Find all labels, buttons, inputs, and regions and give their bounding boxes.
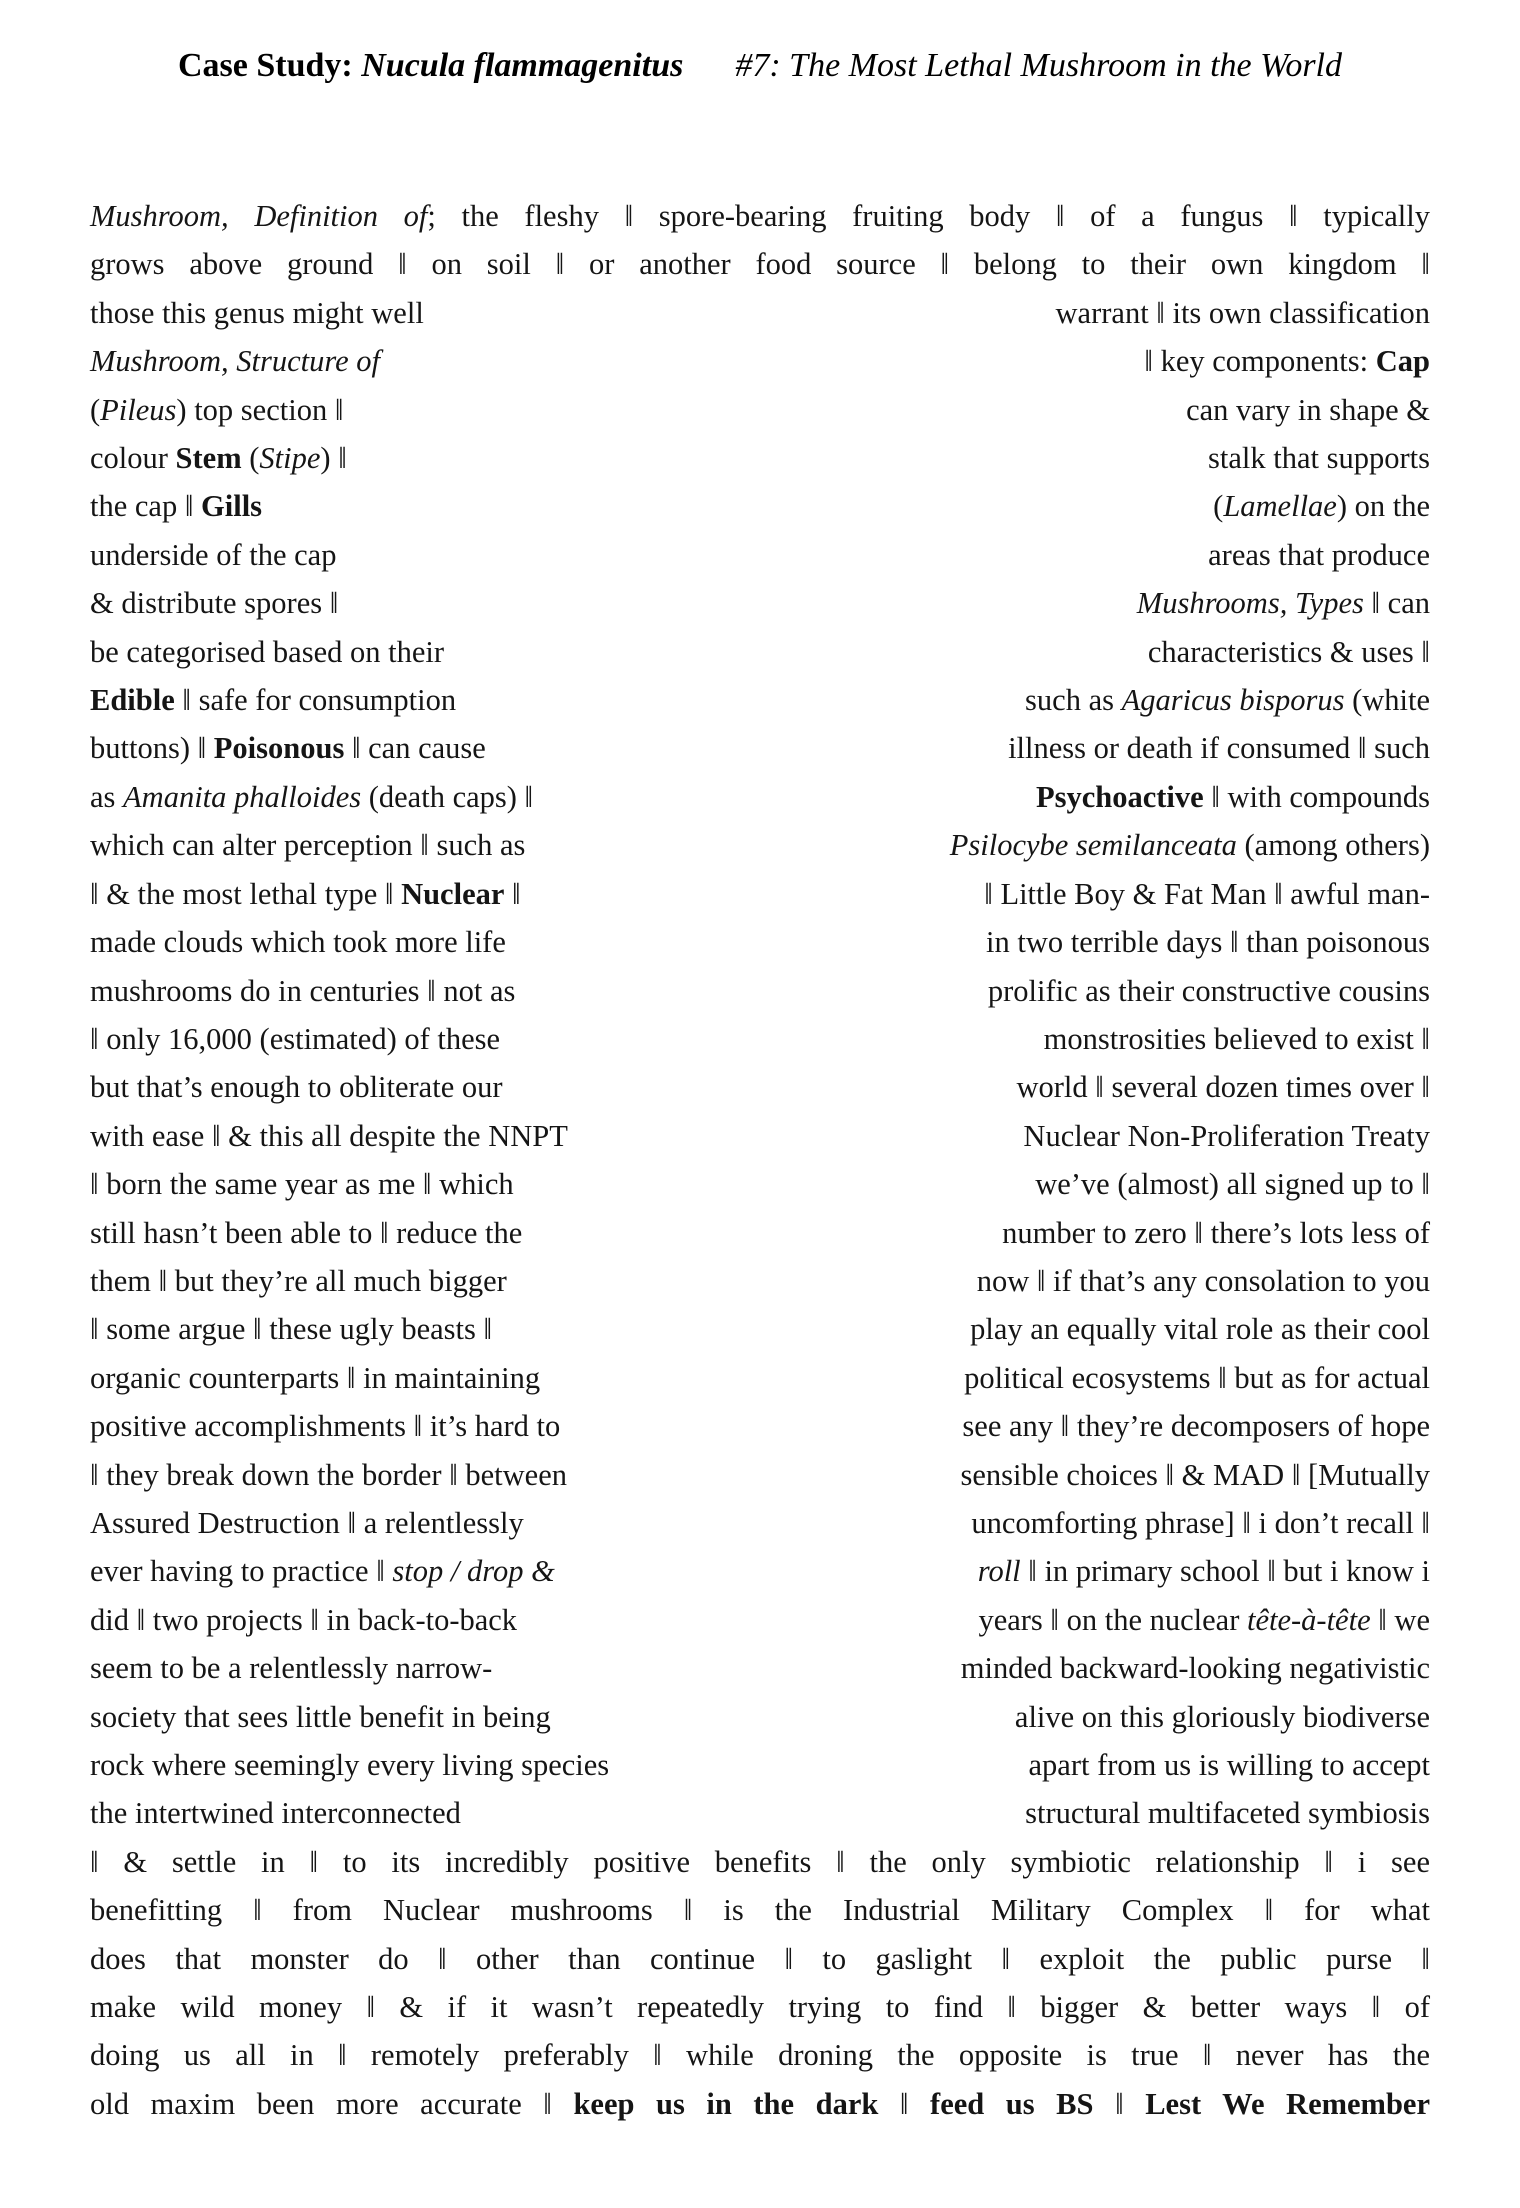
text-segment: (death caps) ‖ (361, 779, 534, 814)
text-segment: benefitting ‖ from Nuclear mushrooms ‖ is the Industrial Military Complex ‖ for what (90, 1893, 1430, 1928)
text-segment: those this genus might well (90, 295, 424, 330)
line-left-part (90, 1693, 551, 1741)
text-line (90, 1935, 1430, 1983)
text-line (90, 1693, 1430, 1741)
text-line (90, 386, 1430, 434)
text-segment: Nuclear (401, 876, 505, 911)
line-left-part (90, 1789, 461, 1837)
line-left-part (90, 1402, 560, 1450)
text-segment: ‖ safe for consumption (174, 683, 457, 718)
text-segment: seem to be a relentlessly narrow- (90, 1651, 493, 1686)
text-line (90, 434, 1430, 482)
text-segment: ‖ with compounds (1203, 779, 1430, 814)
line-right-part (950, 821, 1430, 869)
text-segment: colour (90, 441, 176, 476)
line-right-part (1025, 1789, 1430, 1837)
text-segment: years ‖ on the nuclear (978, 1602, 1247, 1637)
text-segment: stop / drop & (392, 1554, 555, 1589)
text-segment: still hasn’t been able to ‖ reduce the (90, 1215, 523, 1250)
text-segment: feed us BS (930, 2086, 1094, 2121)
text-segment: minded backward-looking negativistic (960, 1651, 1430, 1686)
text-segment: grows above ground ‖ on soil ‖ or another food source ‖ belong to their own kingdom ‖ (90, 247, 1430, 282)
text-segment: keep us in the dark (573, 2086, 879, 2121)
text-segment: can vary in shape & (1186, 392, 1430, 427)
line-left-part (90, 1451, 567, 1499)
text-segment: but that’s enough to obliterate our (90, 1070, 503, 1105)
text-segment: ‖ can cause (344, 731, 486, 766)
line-left-part (90, 676, 456, 724)
text-segment: Pileus (100, 392, 177, 427)
line-right-part (984, 870, 1430, 918)
title-species-name: Nucula flammagenitus (361, 47, 684, 84)
text-segment: Mushroom, Definition of (90, 199, 428, 233)
line-left-part (90, 1741, 609, 1789)
text-segment: doing us all in ‖ remotely preferably ‖ while droning the opposite is true ‖ never has the (90, 2038, 1430, 2073)
text-segment: areas that produce (1208, 537, 1430, 572)
text-line (90, 1838, 1430, 1886)
text-segment: ‖ & the most lethal type ‖ (90, 876, 402, 911)
text-segment: in two terrible days ‖ than poisonous (986, 925, 1430, 960)
text-line (90, 1741, 1430, 1789)
text-line (90, 531, 1430, 579)
text-line (90, 1354, 1430, 1402)
text-segment: organic counterparts ‖ in maintaining (90, 1360, 541, 1395)
text-line (90, 289, 1430, 337)
text-segment: make wild money ‖ & if it wasn’t repeatedly trying to find ‖ bigger & better ways ‖ of (90, 1990, 1430, 2025)
line-right-part (1002, 1209, 1430, 1257)
text-segment: monstrosities believed to exist ‖ (1043, 1021, 1430, 1056)
line-right-part (964, 1354, 1430, 1402)
text-segment: ; the fleshy ‖ spore-bearing fruiting body ‖ of a fungus ‖ typically (427, 199, 1430, 233)
text-line (90, 337, 1430, 385)
line-left-part (90, 1596, 517, 1644)
text-segment: number to zero ‖ there’s lots less of (1002, 1215, 1430, 1250)
text-segment: ‖ (504, 876, 521, 911)
line-left-part (90, 1644, 492, 1692)
line-right-part (1029, 1741, 1430, 1789)
text-line (90, 967, 1430, 1015)
text-line (90, 240, 1430, 288)
line-right-part (1008, 724, 1430, 772)
text-segment: tête-à-tête (1247, 1602, 1371, 1637)
text-segment: prolific as their constructive cousins (987, 973, 1430, 1008)
line-left-part (90, 1305, 492, 1353)
line-right-part (1036, 773, 1430, 821)
line-right-part (978, 1547, 1430, 1595)
text-line (90, 1305, 1430, 1353)
text-segment: made clouds which took more life (90, 925, 506, 960)
text-segment: Stem (175, 441, 242, 476)
line-left-part (90, 1063, 503, 1111)
text-segment: see any ‖ they’re decomposers of hope (962, 1409, 1430, 1444)
text-segment: Cap (1375, 344, 1430, 379)
line-left-part (90, 579, 338, 627)
text-segment: society that sees little benefit in being (90, 1699, 551, 1734)
line-right-part (1035, 1160, 1430, 1208)
text-segment: rock where seemingly every living species (90, 1748, 610, 1782)
text-segment: ‖ (878, 2086, 931, 2121)
line-right-part (1148, 628, 1430, 676)
line-right-part (1025, 676, 1430, 724)
text-segment: stalk that supports (1208, 441, 1430, 476)
text-segment: underside of the cap (90, 537, 337, 572)
text-segment: characteristics & uses ‖ (1147, 634, 1430, 669)
line-left-part (90, 386, 343, 434)
line-right-part (977, 1257, 1430, 1305)
line-right-part (1023, 1112, 1430, 1160)
text-segment: ) on the (1336, 489, 1430, 524)
text-line (90, 1547, 1430, 1595)
text-segment: Psychoactive (1035, 779, 1204, 814)
line-left-part (90, 531, 336, 579)
text-line (90, 918, 1430, 966)
line-right-part (1208, 434, 1430, 482)
line-right-part (1137, 579, 1430, 627)
line-left-part (90, 1112, 568, 1160)
text-line (90, 1209, 1430, 1257)
text-segment: uncomforting phrase] ‖ i don’t recall ‖ (971, 1505, 1430, 1540)
text-segment: ‖ & settle in ‖ to its incredibly positive benefits ‖ the only symbiotic relationship ‖ i see (90, 1844, 1430, 1879)
text-segment: play an equally vital role as their cool (970, 1312, 1430, 1347)
line-right-part (1044, 1015, 1430, 1063)
text-segment: Nuclear Non-Proliferation Treaty (1023, 1118, 1430, 1153)
line-right-part (978, 1596, 1430, 1644)
text-segment: Amanita phalloides (123, 779, 362, 814)
line-left-part (90, 870, 521, 918)
text-segment: does that monster do ‖ other than continue ‖ to gaslight ‖ exploit the public purse ‖ (90, 1941, 1430, 1976)
text-segment: ‖ (1093, 2086, 1146, 2121)
text-segment: we’ve (almost) all signed up to ‖ (1035, 1167, 1430, 1202)
text-line (90, 1112, 1430, 1160)
text-segment: ( (1213, 489, 1224, 524)
text-line (90, 1063, 1430, 1111)
text-segment: mushrooms do in centuries ‖ not as (90, 973, 516, 1008)
page-title (90, 46, 1430, 86)
text-segment: the intertwined interconnected (90, 1796, 461, 1831)
text-line (90, 579, 1430, 627)
text-line (90, 482, 1430, 530)
text-line (90, 821, 1430, 869)
line-left-part (90, 337, 380, 385)
text-segment: Assured Destruction ‖ a relentlessly (90, 1505, 524, 1540)
line-right-part (961, 1451, 1430, 1499)
text-line (90, 192, 1430, 240)
text-line (90, 1402, 1430, 1450)
text-line (90, 2080, 1430, 2128)
text-line (90, 1499, 1430, 1547)
text-segment: ‖ key components: (1144, 344, 1376, 379)
line-right-part (1056, 289, 1430, 337)
line-left-part (90, 918, 506, 966)
text-segment: ) ‖ (320, 441, 347, 476)
line-left-part (90, 821, 525, 869)
text-segment: now ‖ if that’s any consolation to you (976, 1263, 1430, 1298)
text-segment: ‖ we (1370, 1602, 1430, 1637)
text-line (90, 1015, 1430, 1063)
text-segment: world ‖ several dozen times over ‖ (1016, 1070, 1430, 1105)
text-segment: be categorised based on their (90, 634, 444, 669)
text-segment: structural multifaceted symbiosis (1025, 1796, 1430, 1831)
text-line (90, 676, 1430, 724)
line-right-part (1208, 531, 1430, 579)
line-right-part (1015, 1693, 1430, 1741)
line-right-part (1213, 482, 1430, 530)
text-line (90, 1789, 1430, 1837)
line-right-part (970, 1305, 1430, 1353)
line-left-part (90, 1209, 522, 1257)
text-segment: alive on this gloriously biodiverse (1014, 1699, 1430, 1734)
line-left-part (90, 434, 347, 482)
text-segment: Lest We Remember (1145, 2086, 1430, 2121)
text-line (90, 1983, 1430, 2031)
text-segment: with ease ‖ & this all despite the NNPT (90, 1118, 568, 1153)
title-issue-subtitle: #7: The Most Lethal Mushroom in the World (735, 47, 1342, 84)
text-segment: Psilocybe semilanceata (949, 828, 1237, 863)
text-segment: such as (1025, 683, 1122, 718)
line-left-part (90, 628, 444, 676)
text-segment: ( (241, 441, 260, 476)
line-left-part (90, 1015, 500, 1063)
text-segment: as (90, 779, 124, 814)
text-line (90, 870, 1430, 918)
line-left-part (90, 482, 262, 530)
text-segment: Edible (90, 683, 175, 718)
line-right-part (988, 967, 1430, 1015)
text-line (90, 773, 1430, 821)
text-line (90, 2031, 1430, 2079)
text-line (90, 1596, 1430, 1644)
line-right-part (961, 1644, 1430, 1692)
text-segment: did ‖ two projects ‖ in back-to-back (90, 1602, 518, 1637)
text-segment: political ecosystems ‖ but as for actual (964, 1360, 1430, 1395)
text-segment: ever having to practice ‖ (90, 1554, 393, 1589)
text-segment: illness or death if consumed ‖ such (1008, 731, 1430, 766)
text-line (90, 724, 1430, 772)
text-segment: Mushrooms, Types (1136, 586, 1364, 621)
text-segment: Poisonous (213, 731, 345, 766)
text-segment: Agaricus bisporus (1121, 683, 1345, 718)
text-line (90, 1257, 1430, 1305)
line-left-part (90, 967, 515, 1015)
text-line (90, 628, 1430, 676)
text-segment: Lamellae (1223, 489, 1337, 524)
line-left-part (90, 1257, 507, 1305)
text-segment: ‖ they break down the border ‖ between (90, 1457, 567, 1492)
line-right-part (986, 918, 1430, 966)
line-left-part (90, 1499, 524, 1547)
text-segment: warrant ‖ its own classification (1055, 295, 1430, 330)
line-right-part (962, 1402, 1430, 1450)
text-segment: ‖ only 16,000 (estimated) of these (90, 1021, 501, 1056)
text-segment: ‖ in primary school ‖ but i know i (1020, 1554, 1430, 1589)
text-segment: ‖ Little Boy & Fat Man ‖ awful man- (984, 876, 1430, 911)
text-segment: sensible choices ‖ & MAD ‖ [Mutually (960, 1457, 1430, 1492)
text-segment: buttons) ‖ (90, 731, 214, 766)
text-segment: ‖ some argue ‖ these ugly beasts ‖ (90, 1312, 493, 1347)
text-segment: Gills (201, 489, 263, 524)
text-segment: & distribute spores ‖ (90, 586, 339, 621)
line-left-part (90, 1354, 540, 1402)
line-left-part (90, 289, 424, 337)
line-right-part (1017, 1063, 1431, 1111)
title-case-study-label: Case Study: (177, 47, 362, 84)
line-left-part (90, 1547, 555, 1595)
text-segment: them ‖ but they’re all much bigger (90, 1263, 507, 1298)
title-case-study (178, 46, 683, 86)
text-segment: Stipe (259, 441, 321, 476)
line-right-part (1144, 337, 1430, 385)
text-line (90, 1451, 1430, 1499)
line-left-part (90, 724, 486, 772)
text-segment: (among others) (1236, 828, 1430, 863)
line-right-part (1186, 386, 1430, 434)
text-line (90, 1886, 1430, 1934)
text-segment: ( (90, 392, 101, 427)
text-segment: which can alter perception ‖ such as (90, 828, 526, 863)
line-right-part (971, 1499, 1430, 1547)
text-lines (90, 192, 1430, 2128)
text-segment: ) top section ‖ (176, 392, 344, 427)
text-segment: ‖ born the same year as me ‖ which (90, 1167, 514, 1202)
text-line (90, 1160, 1430, 1208)
text-segment: ‖ can (1363, 586, 1430, 621)
text-segment: (white (1344, 683, 1430, 718)
text-segment: Mushroom, Structure of (90, 344, 381, 379)
text-segment: roll (977, 1554, 1021, 1589)
text-segment: the cap ‖ (90, 489, 202, 524)
line-left-part (90, 1160, 514, 1208)
line-left-part (90, 773, 533, 821)
text-line (90, 1644, 1430, 1692)
text-segment: old maxim been more accurate ‖ (90, 2086, 574, 2121)
text-segment: apart from us is willing to accept (1028, 1748, 1430, 1782)
text-segment: positive accomplishments ‖ it’s hard to (90, 1409, 561, 1444)
